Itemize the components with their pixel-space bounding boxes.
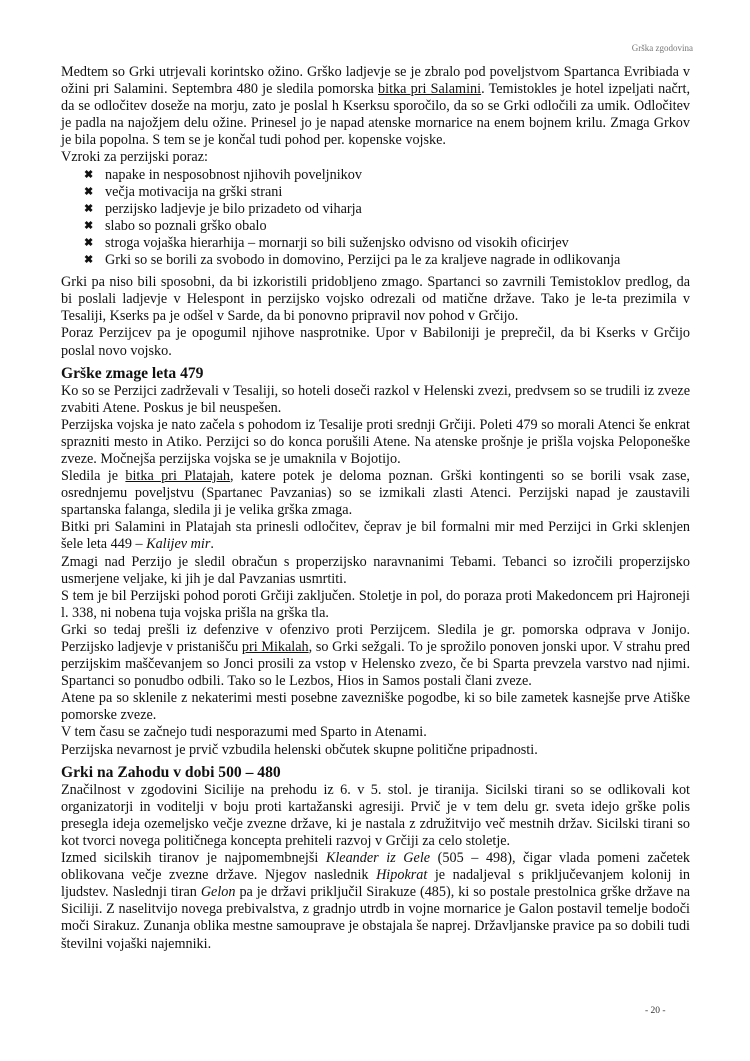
list-item: ✖ perzijsko ladjevje je bilo prizadeto od viharja — [84, 200, 362, 217]
paragraph: Poraz Perzijcev pa je opogumil njihove nasprotnike. Upor v Babiloniji je preprečil, da bi Kserks v Grčijo poslal novo vojsko. — [61, 325, 690, 359]
italic-term: Hipokrat — [376, 867, 428, 884]
cross-bullet-icon: ✖ — [84, 254, 94, 267]
page-content — [61, 64, 690, 953]
paragraph: Grki so tedaj prešli iz defenzive v ofenzivo proti Perzijcem. Sledila je gr. pomorska odprava v Jonijo. Perzijsko ladjevje v pristanišču pri Mikalah, so Grki sežgali. To je sprožilo ponoven jonski upor. V strahu pred perzijskim maščevanjem so Jonci prosili za vstop v Helensko zvezo, če bi Sparta prevzela varstvo nad njimi. Spartanci so ponudbo odbili. Tako so le Lezbos, Hios in Samos postali člani zveze. — [61, 621, 690, 690]
italic-term: Kalijev mir — [146, 536, 211, 553]
paragraph: Značilnost v zgodovini Sicilije na prehodu iz 6. v 5. stol. je tiranija. Sicilski tirani so se odlikovali kot organizatorji in voditelji v boju proti kartažanski agresiji. Prvič je v tem delu gr. sveta idejo grške polis presegla ideja ozemeljsko večje zvezne države, ki je nastala z združitvijo več mestnih držav. Sicilski tirani so kot tvorci novega političnega koncepta prehiteli razvoj v Grčiji za celo stoletje. — [61, 781, 690, 849]
list-item: ✖ stroga vojaška hierarhija – mornarji so bili suženjsko odvisno od visokih oficirjev — [84, 234, 569, 251]
cross-bullet-icon: ✖ — [84, 202, 94, 215]
text: Medtem so Grki utrjevali korintsko ožino. Grško ladjevje se je zbralo pod poveljstvom Spartanca Evribiada v ožini pri Salamini. Septembra 480 je sledila pomorska — [61, 64, 690, 98]
paragraph: Grki pa niso bili sposobni, da bi izkoristili pridobljeno zmago. Spartanci so zavrnili Temistoklov predlog, da bi poslali ladjevje v Helespont in perzijsko vojsko odrezali od matične države. Tako je le-ta prezimila v Tesaliji, Kserks pa je odšel v Sarde, da bi ponovno pripravil nov pohod v Grčijo. — [61, 274, 690, 325]
italic-term: Kleander iz Gele — [325, 850, 431, 867]
list-item: ✖ Grki so se borili za svobodo in domovino, Perzijci pa le za kraljeve nagrade in odlikovanja — [84, 252, 621, 269]
paragraph: Sledila je bitka pri Platajah, katere potek je deloma poznan. Grški kontingenti so se borili vsak zase, osrednjemu poveljstvu (Spartanec Pavzanias) so se izmikali zlasti Atenci. Perzijski napad je zaustavili spartanska falanga, sledila ji je velika grška zmaga. — [61, 468, 690, 519]
link-pri-mikalah[interactable]: pri Mikalah — [241, 639, 309, 655]
cross-bullet-icon: ✖ — [84, 168, 94, 181]
paragraph: Bitki pri Salamini in Platajah sta prinesli odločitev, čeprav je bil formalni mir med Perzijci in Grki sklenjen šele leta 449 – Kalijev mir. — [61, 519, 690, 553]
link-bitka-pri-salamini[interactable]: bitka pri Salamini — [378, 81, 482, 98]
running-header: Grška zgodovina — [631, 43, 693, 53]
paragraph: V tem času se začnejo tudi nesporazumi med Sparto in Atenami. — [61, 724, 427, 741]
text: . Temistokles je hotel izpeljati načrt, da se odločitev doseže na morju, zato je poslal h Kserksu sporočilo, da so se Grki odločili za umik. Odločitev je padla na najožjem delu ožine. Prinesel jo je napad atenske mornarice na enem bojnem krilu. Zmaga Grkov je bila popolna. S tem se je končal tudi pohod per. kopenske vojske. — [61, 81, 691, 149]
reasons-title: Vzroki za perzijski poraz: — [61, 149, 208, 166]
paragraph: Perzijska nevarnost je prvič vzbudila helenski občutek skupne politične pripadnosti. — [61, 741, 538, 758]
paragraph: Perzijska vojska je nato začela s pohodom iz Tesalije proti srednji Grčiji. Poleti 479 so morali Atenci še enkrat sprazniti mesto in Atiko. Perzijci so do konca porušili Atene. Na atenske prošnje je prišla vojska Peloponeške zveze. Močnejša perzijska vojska se je umaknila v Bojotijo. — [61, 416, 690, 467]
paragraph: Atene pa so sklenile z nekaterimi mesti posebne zavezniške pogodbe, ki so bile zametek kasnejše prve Atiške pomorske zveze. — [61, 690, 690, 724]
section-heading: Grške zmage leta 479 — [61, 364, 204, 382]
reasons-list — [61, 167, 690, 270]
italic-term: Gelon — [200, 884, 236, 901]
paragraph: Zmagi nad Perzijo je sledil obračun s properzijsko naravnanimi Tebami. Tebanci so izročili properzijsko usmerjene veljake, ki jih je dal Pavzanias usmrtiti. — [61, 553, 690, 587]
page-number: - 20 - — [645, 1006, 666, 1016]
link-bitka-pri-platajah[interactable]: bitka pri Platajah — [125, 468, 230, 485]
paragraph: Izmed sicilskih tiranov je najpomembnejši Kleander iz Gele (505 – 498), čigar vlada pomeni začetek oblikovana večje zvezne države. Njegov naslednik Hipokrat je nadaljeval s priključevanjem kolonij in ljudstev. Naslednji tiran Gelon pa je državi priključil Sirakuze (485), ki so postale prestolnica grške države na Siciliji. Z naselitvijo novega prebivalstva, z gradnjo utrdb in vojne mornarice je Galon postavil temelje bodoči moči Sirakuz. Zunanja oblika mestne samouprave je obstajala še naprej. Državljanske pravice pa so dobili tudi številni vojaški najemniki. — [61, 850, 690, 952]
paragraph — [61, 64, 690, 149]
paragraph: Ko so se Perzijci zadrževali v Tesaliji, so hoteli doseči razkol v Helenski zvezi, predvsem so se trudili iz zveze zvabiti Atene. Poskus je bil neuspešen. — [61, 382, 690, 416]
section-heading: Grki na Zahodu v dobi 500 – 480 — [61, 763, 281, 781]
list-item: ✖ napake in nesposobnost njihovih poveljnikov — [84, 166, 362, 183]
list-item: ✖ slabo so poznali grško obalo — [84, 217, 267, 234]
cross-bullet-icon: ✖ — [84, 236, 94, 249]
list-item: ✖ večja motivacija na grški strani — [84, 183, 283, 200]
cross-bullet-icon: ✖ — [84, 219, 94, 232]
cross-bullet-icon: ✖ — [84, 185, 94, 198]
paragraph: S tem je bil Perzijski pohod poroti Grčiji zaključen. Stoletje in pol, do poraza proti Makedoncem pri Hajroneji l. 338, ni nobena tuja vojska prišla na grška tla. — [61, 587, 690, 621]
